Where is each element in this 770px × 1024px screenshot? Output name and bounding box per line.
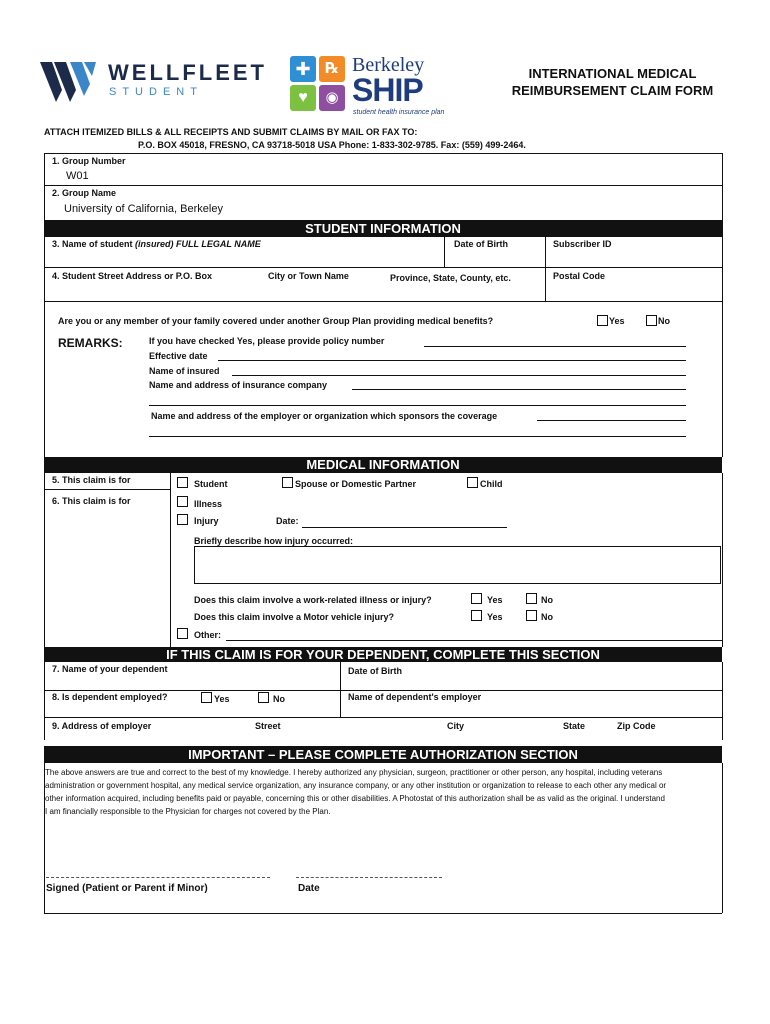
ship-tagline: student health insurance plan: [353, 109, 445, 116]
claim5-label: 5. This claim is for: [52, 475, 131, 485]
dependent-employed-label: 8. Is dependent employed?: [52, 692, 168, 702]
eye-icon: ◉: [319, 85, 345, 111]
submission-instructions: ATTACH ITEMIZED BILLS & ALL RECEIPTS AND SUBMIT CLAIMS BY MAIL OR FAX TO: P.O. BOX 45018, FRESNO, CA 93718-5018 USA Phone: 1-833-302-9785. Fax: (559) 499-2464.: [44, 127, 526, 150]
motor-vehicle-question: Does this claim involve a Motor vehicle injury?: [194, 612, 395, 622]
work-related-yes-label: Yes: [487, 595, 503, 605]
claim-student-label: Student: [194, 479, 228, 489]
claim-injury-checkbox[interactable]: [177, 514, 188, 525]
claim6-label: 6. This claim is for: [52, 496, 131, 506]
claim-injury-label: Injury: [194, 516, 219, 526]
dependent-employed-no-label: No: [273, 694, 285, 704]
wellfleet-w-icon: [40, 56, 98, 102]
motor-vehicle-yes-checkbox[interactable]: [471, 610, 482, 621]
employer-state-label: State: [563, 721, 586, 731]
claim-student-checkbox[interactable]: [177, 477, 188, 488]
insurance-company-line-2[interactable]: [149, 405, 686, 406]
other-plan-no-checkbox[interactable]: [646, 315, 657, 326]
wellfleet-student-mark: STUDENT: [109, 86, 203, 98]
dependent-employer-name-label: Name of dependent's employer: [348, 692, 482, 702]
policy-number-line[interactable]: [424, 346, 686, 347]
rx-icon: ℞: [319, 56, 345, 82]
name-insured-line[interactable]: [232, 375, 686, 376]
remarks-policy-number: If you have checked Yes, please provide policy number: [149, 336, 385, 346]
dependent-employed-no-checkbox[interactable]: [258, 692, 269, 703]
student-name-label: 3. Name of student (insured) FULL LEGAL NAME: [52, 239, 261, 249]
authorization-header: IMPORTANT – PLEASE COMPLETE AUTHORIZATION SECTION: [44, 746, 722, 763]
claim-illness-checkbox[interactable]: [177, 496, 188, 507]
authorization-text: The above answers are true and correct to the best of my knowledge. I hereby authorized any physician, surgeon, practitioner or other person, any hospital, including veterans administration or government hospital, any medical service organization, any insurance company, or any other institution or organization to release to each other any medical or other information acquired, including benefits paid or payable, concerning this or other disabilities. A Photostat of this authorization shall be as valid as the original. I understand I am financially responsible to the Physician for charges not covered by the Plan.: [45, 768, 667, 816]
remarks-label: REMARKS:: [58, 336, 123, 350]
signature-line[interactable]: [46, 877, 270, 878]
insurance-company-line[interactable]: [352, 389, 686, 390]
tooth-icon: ♥: [290, 85, 316, 111]
dependent-employed-yes-label: Yes: [214, 694, 230, 704]
work-related-question: Does this claim involve a work-related illness or injury?: [194, 595, 432, 605]
claim-spouse-checkbox[interactable]: [282, 477, 293, 488]
dependent-employed-yes-checkbox[interactable]: [201, 692, 212, 703]
student-address-label: 4. Student Street Address or P.O. Box: [52, 271, 213, 281]
other-plan-question: Are you or any member of your family covered under another Group Plan providing medical benefits?: [58, 316, 494, 326]
injury-date-label: Date:: [276, 516, 299, 526]
injury-date-line[interactable]: [302, 527, 507, 528]
other-plan-yes-checkbox[interactable]: [597, 315, 608, 326]
subscriber-id-label: Subscriber ID: [553, 239, 612, 249]
berkeley-ship-logo: [290, 54, 450, 116]
signature-label: Signed (Patient or Parent if Minor): [46, 883, 208, 894]
wellfleet-logo: [40, 56, 270, 104]
remarks-sponsor: Name and address of the employer or organization which sponsors the coverage: [151, 411, 498, 421]
other-line[interactable]: [226, 640, 722, 641]
other-checkbox[interactable]: [177, 628, 188, 639]
claim-illness-label: Illness: [194, 499, 223, 509]
student-province-label: Province, State, County, etc.: [390, 273, 511, 283]
student-dob-label: Date of Birth: [454, 239, 508, 249]
work-related-no-checkbox[interactable]: [526, 593, 537, 604]
dependent-dob-label: Date of Birth: [348, 666, 402, 676]
work-related-yes-checkbox[interactable]: [471, 593, 482, 604]
remarks-effective-date: Effective date: [149, 351, 208, 361]
employer-zip-label: Zip Code: [617, 721, 656, 731]
dependent-header: IF THIS CLAIM IS FOR YOUR DEPENDENT, COMPLETE THIS SECTION: [44, 647, 722, 662]
claim-spouse-label: Spouse or Domestic Partner: [295, 479, 417, 489]
effective-date-line[interactable]: [218, 360, 686, 361]
claim-child-checkbox[interactable]: [467, 477, 478, 488]
signature-date-line[interactable]: [296, 877, 442, 878]
group-name-value[interactable]: University of California, Berkeley: [64, 203, 223, 215]
remarks-insurance-company: Name and address of insurance company: [149, 380, 328, 390]
other-plan-yes-label: Yes: [609, 316, 625, 326]
wellfleet-wordmark: WELLFLEET: [108, 60, 267, 85]
describe-injury-label: Briefly describe how injury occurred:: [194, 536, 354, 546]
form-title: INTERNATIONAL MEDICAL REIMBURSEMENT CLAIM FORM: [511, 66, 714, 98]
sponsor-line-2[interactable]: [149, 436, 686, 437]
medical-info-header: MEDICAL INFORMATION: [44, 457, 722, 473]
student-postal-label: Postal Code: [553, 271, 606, 281]
group-number-label: 1. Group Number: [52, 156, 126, 166]
claim-child-label: Child: [480, 479, 503, 489]
student-city-label: City or Town Name: [268, 271, 349, 281]
sponsor-line[interactable]: [537, 420, 686, 421]
employer-city-label: City: [447, 721, 465, 731]
motor-vehicle-no-checkbox[interactable]: [526, 610, 537, 621]
employer-street-label: Street: [255, 721, 281, 731]
motor-vehicle-yes-label: Yes: [487, 612, 503, 622]
motor-vehicle-no-label: No: [541, 612, 553, 622]
berkeley-wordmark: Berkeley: [352, 54, 425, 76]
student-info-header: STUDENT INFORMATION: [44, 220, 722, 237]
work-related-no-label: No: [541, 595, 553, 605]
signature-date-label: Date: [298, 883, 320, 894]
remarks-name-insured: Name of insured: [149, 366, 220, 376]
ship-wordmark: SHIP: [352, 72, 423, 108]
group-name-label: 2. Group Name: [52, 188, 117, 198]
medical-plus-icon: ✚: [290, 56, 316, 82]
group-number-value[interactable]: W01: [66, 170, 89, 182]
describe-injury-textbox[interactable]: [194, 546, 721, 584]
dependent-name-label: 7. Name of your dependent: [52, 664, 168, 674]
other-label: Other:: [194, 630, 221, 640]
employer-address-label: 9. Address of employer: [52, 721, 152, 731]
other-plan-no-label: No: [658, 316, 670, 326]
